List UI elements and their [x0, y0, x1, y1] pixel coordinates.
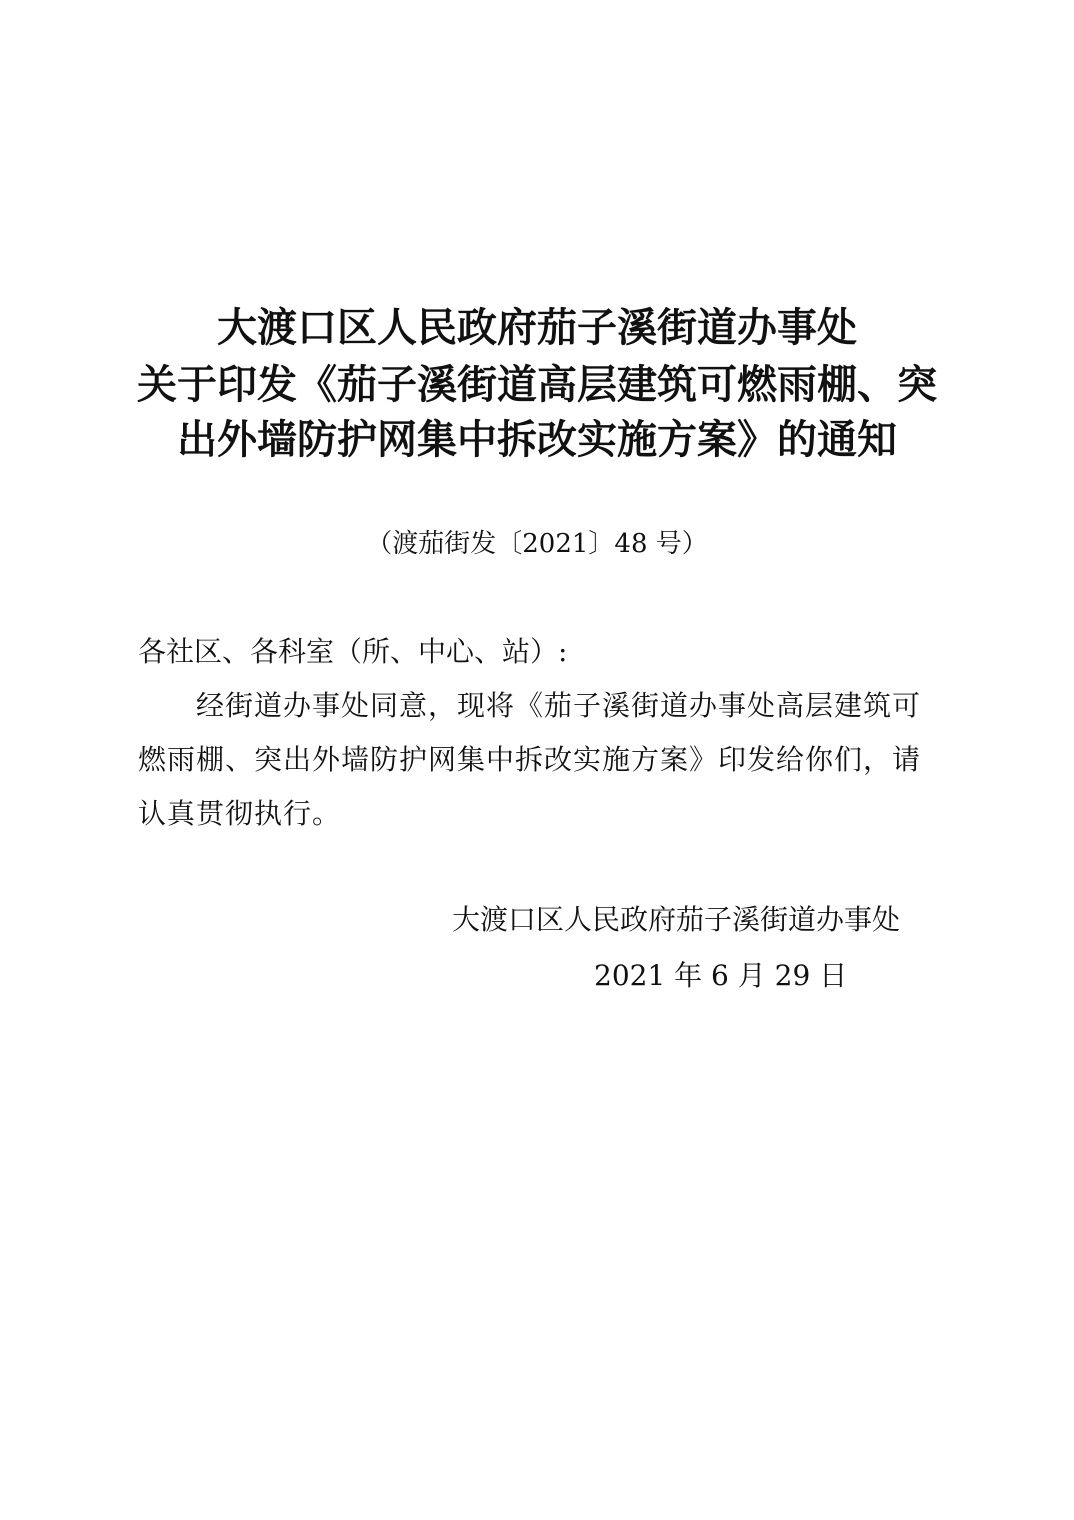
salutation: 各社区、各科室（所、中心、站）:: [138, 635, 568, 668]
document-title-line-3: 出外墙防护网集中拆改实施方案》的通知: [177, 416, 897, 463]
body-line-1: 经街道办事处同意，现将《茄子溪街道办事处高层建筑可: [196, 689, 922, 722]
document-title-line-2: 关于印发《茄子溪街道高层建筑可燃雨棚、突: [137, 361, 937, 408]
document-title-line-1: 大渡口区人民政府茄子溪街道办事处: [217, 304, 857, 351]
issuer-signature: 大渡口区人民政府茄子溪街道办事处: [452, 903, 901, 936]
issue-date: 2021 年 6 月 29 日: [594, 959, 848, 992]
document-number: （渡茄街发〔2021〕48 号）: [366, 529, 708, 559]
body-line-3: 认真贯彻执行。: [138, 797, 342, 830]
body-line-2: 燃雨棚、突出外墙防护网集中拆改实施方案》印发给你们，请: [138, 743, 922, 776]
